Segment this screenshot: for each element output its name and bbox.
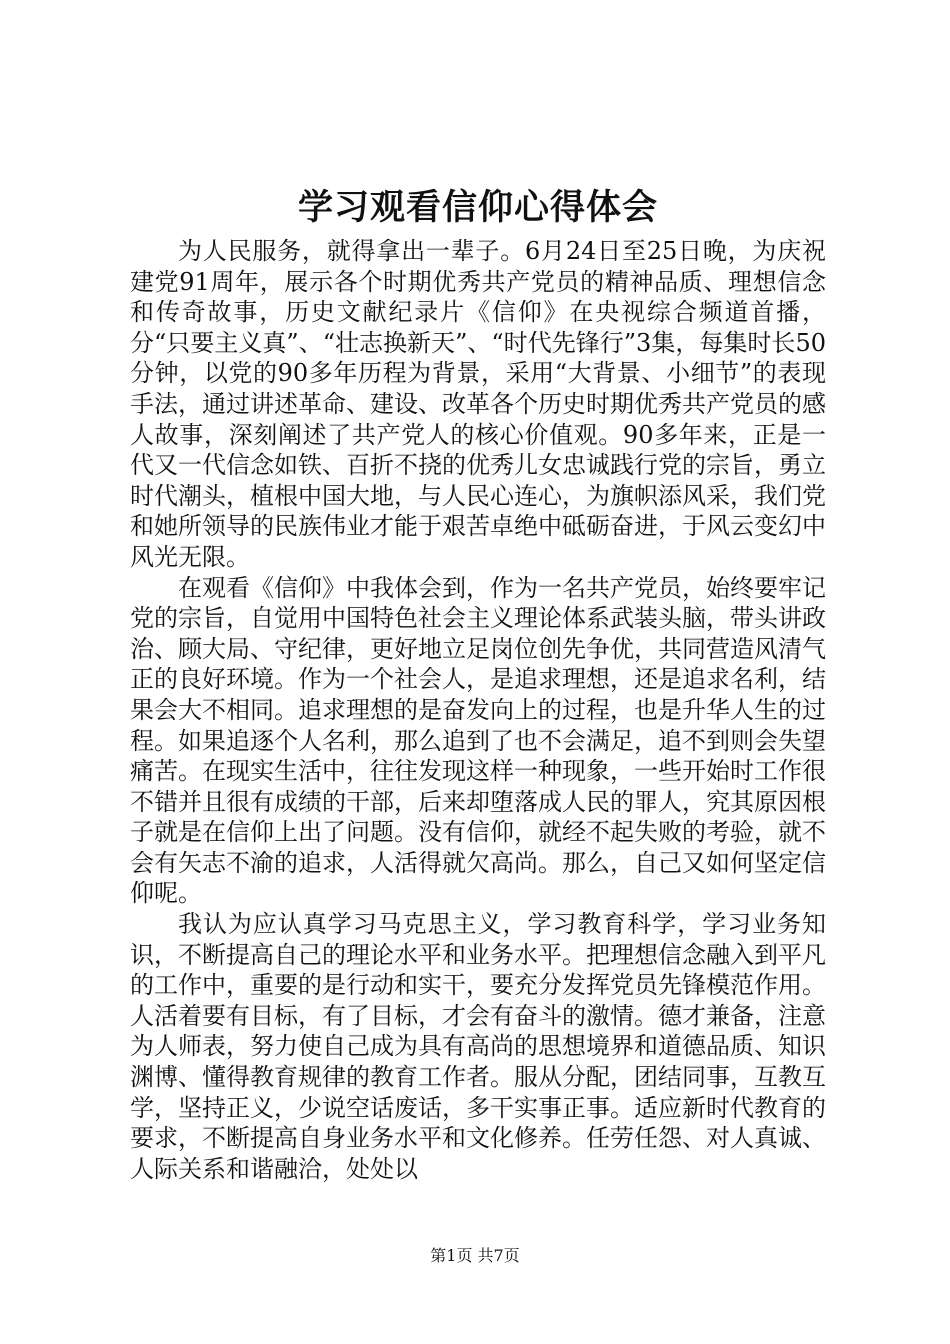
document-body xyxy=(130,236,826,1184)
document-title: 学习观看信仰心得体会 xyxy=(297,187,658,228)
paragraph-1: 为人民服务，就得拿出一辈子。6月24日至25日晚，为庆祝建党91周年，展示各个时期优秀共产党员的精神品质、理想信念和传奇故事，历史文献纪录片《信仰》在央视综合频道首播，分“只要主义真”、“壮志换新天”、“时代先锋行”3集，每集时长50分钟，以党的90多年历程为背景，采用“大背景、小细节”的表现手法，通过讲述革命、建设、改革各个历史时期优秀共产党员的感人故事，深刻阐述了共产党人的核心价值观。90多年来，正是一代又一代信念如铁、百折不挠的优秀儿女忠诚践行党的宗旨，勇立时代潮头，植根中国大地，与人民心连心，为旗帜添风采，我们党和她所领导的民族伟业才能于艰苦卓绝中砥砺奋进，于风云变幻中风光无限。 xyxy=(130,237,826,571)
page-number-footer: 第1页 共7页 xyxy=(430,1246,520,1265)
paragraph-2: 在观看《信仰》中我体会到，作为一名共产党员，始终要牢记党的宗旨，自觉用中国特色社会主义理论体系武装头脑，带头讲政治、顾大局、守纪律，更好地立足岗位创先争优，共同营造风清气正的良好环境。作为一个社会人，是追求理想，还是追求名利，结果会大不相同。追求理想的是奋发向上的过程，也是升华人生的过程。如果追逐个人名利，那么追到了也不会满足，追不到则会失望痛苦。在现实生活中，往往发现这样一种现象，一些开始时工作很不错并且很有成绩的干部，后来却堕落成人民的罪人，究其原因根子就是在信仰上出了问题。没有信仰，就经不起失败的考验，就不会有矢志不渝的追求，人活得就欠高尚。那么，自己又如何坚定信仰呢。 xyxy=(130,573,826,908)
paragraph-3: 我认为应认真学习马克思主义，学习教育科学，学习业务知识，不断提高自己的理论水平和业务水平。把理想信念融入到平凡的工作中，重要的是行动和实干，要充分发挥党员先锋模范作用。人活着要有目标，有了目标，才会有奋斗的激情。德才兼备，注意为人师表，努力使自己成为具有高尚的思想境界和道德品质、知识渊博、懂得教育规律的教育工作者。服从分配，团结同事，互教互学，坚持正义，少说空话废话，多干实事正事。适应新时代教育的要求，不断提高自身业务水平和文化修养。任劳任怨、对人真诚、人际关系和谐融洽，处处以 xyxy=(130,910,826,1183)
